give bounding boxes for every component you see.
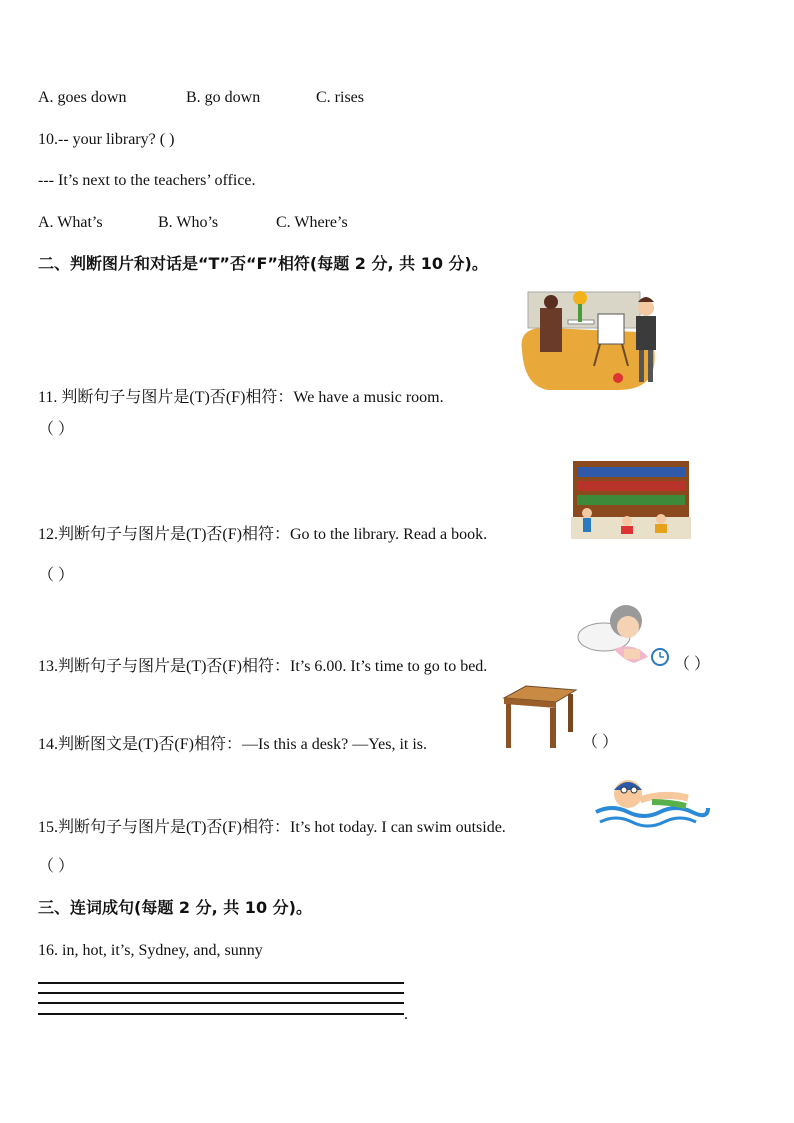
sleeping-girl-picture bbox=[574, 597, 674, 671]
section-3-heading: 三、连词成句(每题 2 分, 共 10 分)。 bbox=[38, 898, 312, 917]
q10-option-b: B. Who’s bbox=[158, 214, 219, 231]
desk-picture bbox=[498, 684, 578, 750]
q9-option-c: C. rises bbox=[316, 89, 364, 106]
q9-option-b: B. go down bbox=[186, 89, 261, 106]
swimmer-picture bbox=[592, 768, 712, 832]
answer-line-2[interactable] bbox=[38, 992, 404, 994]
q15-answer-blank[interactable]: （ ） bbox=[38, 858, 75, 875]
answer-line-4[interactable] bbox=[38, 1013, 404, 1015]
q14-answer-blank[interactable]: （ ） bbox=[582, 734, 619, 751]
q13-text: 13.判断句子与图片是(T)否(F)相符：It’s 6.00. It’s time to go to bed. bbox=[38, 658, 488, 675]
answer-line-1[interactable] bbox=[38, 982, 404, 984]
q10-answer: --- It’s next to the teachers’ office. bbox=[38, 172, 256, 189]
q11-text: 11. 判断句子与图片是(T)否(F)相符：We have a music room. bbox=[38, 389, 444, 406]
library-picture bbox=[571, 459, 691, 539]
section-2-heading: 二、判断图片和对话是“T”否“F”相符(每题 2 分, 共 10 分)。 bbox=[38, 254, 488, 273]
q11-answer-blank[interactable]: （ ） bbox=[38, 421, 75, 438]
q13-answer-blank[interactable]: （ ） bbox=[674, 656, 711, 673]
answer-line-3[interactable] bbox=[38, 1002, 404, 1004]
q16-end-period: . bbox=[404, 1006, 408, 1023]
q12-answer-blank[interactable]: （ ） bbox=[38, 567, 75, 584]
q12-text: 12.判断句子与图片是(T)否(F)相符：Go to the library. Read a book. bbox=[38, 526, 488, 543]
q10-stem: 10.-- your library? ( ) bbox=[38, 131, 175, 148]
q10-option-c: C. Where’s bbox=[276, 214, 348, 231]
q10-option-a: A. What’s bbox=[38, 214, 103, 231]
q9-option-a: A. goes down bbox=[38, 89, 127, 106]
q15-text: 15.判断句子与图片是(T)否(F)相符：It’s hot today. I can swim outside. bbox=[38, 819, 506, 836]
q16-words: 16. in, hot, it’s, Sydney, and, sunny bbox=[38, 942, 263, 959]
art-room-picture bbox=[518, 286, 662, 402]
q14-text: 14.判断图文是(T)否(F)相符：—Is this a desk? —Yes, it is. bbox=[38, 736, 428, 753]
